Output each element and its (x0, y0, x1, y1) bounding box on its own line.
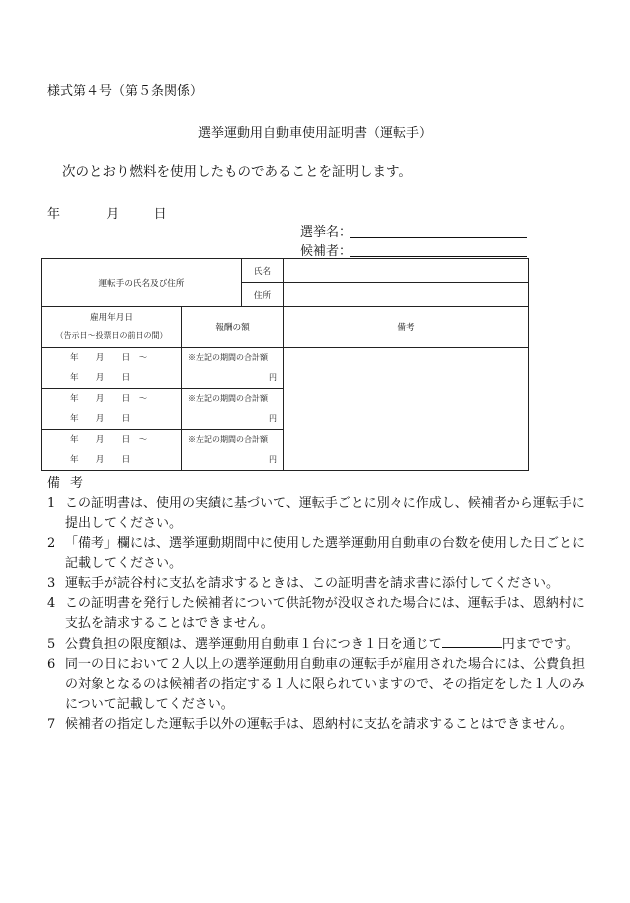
yen-unit: 円 (269, 373, 278, 382)
note-number: 6 (47, 657, 56, 672)
date-month: 月 (106, 207, 120, 222)
note-item (47, 655, 597, 715)
period-from: 年 月 日 ～ (70, 353, 148, 363)
period-header-note: （告示日～投票日の前日の間） (55, 331, 168, 340)
pay-note: ※左記の期間の合計額 (188, 435, 268, 444)
header-row (42, 307, 529, 348)
yen-unit: 円 (269, 414, 278, 423)
note-text-after: 円までです。 (501, 637, 579, 652)
address-label: 住所 (242, 283, 284, 307)
note-text: 候補者の指定した運転手以外の運転手は、恩納村に支払を請求することはできません。 (65, 717, 573, 732)
period-to: 年 月 日 (70, 455, 131, 465)
notes-heading: 備考 (47, 476, 94, 491)
note-text: 同一の日において２人以上の選挙運動用自動車の運転手が雇用された場合には、公費負担の対象となるのは候補者の指定する１人に限られていますので、その指定をした１人のみについて記載してください。 (65, 657, 586, 712)
pay-header: 報酬の額 (182, 307, 284, 348)
yen-unit: 円 (269, 455, 278, 464)
pay-cell[interactable] (182, 348, 284, 389)
note-number: 2 (47, 536, 56, 551)
period-cell[interactable] (42, 430, 182, 471)
note-text-before: 公費負担の限度額は、選挙運動用自動車１台につき１日を通じて (65, 637, 442, 652)
candidate-label: 候補者： (300, 244, 353, 259)
notes-section (47, 474, 597, 735)
period-to: 年 月 日 (70, 373, 131, 383)
pay-note: ※左記の期間の合計額 (188, 353, 268, 362)
note-number: 5 (47, 637, 56, 652)
note-item (47, 715, 597, 735)
date-day: 日 (153, 207, 167, 222)
note-item (47, 594, 597, 634)
date-year: 年 (47, 207, 61, 222)
note-item (47, 534, 597, 574)
name-label: 氏名 (242, 259, 284, 283)
note-text: 「備考」欄には、選挙運動期間中に使用した選挙運動用自動車の台数を使用した日ごとに記載してください。 (65, 536, 586, 571)
note-text: この証明書は、使用の実績に基づいて、運転手ごとに別々に作成し、候補者から運転手に提出してください。 (65, 496, 585, 531)
note-text: この証明書を発行した候補者について供託物が没収された場合には、運転手は、恩納村に支払を請求することはできません。 (65, 596, 585, 631)
intro-statement: 次のとおり燃料を使用したものであることを証明します。 (62, 164, 412, 180)
note-item (47, 494, 597, 534)
election-label: 選挙名： (300, 225, 353, 240)
note-number: 3 (47, 576, 56, 591)
remarks-header: 備考 (284, 307, 529, 348)
note-item (47, 574, 597, 594)
period-header (42, 307, 182, 348)
driver-label: 運転手の氏名及び住所 (42, 259, 242, 307)
name-input-cell[interactable] (284, 259, 529, 283)
note-item (47, 634, 597, 655)
period-cell[interactable] (42, 348, 182, 389)
note-number: 7 (47, 717, 56, 732)
address-input-cell[interactable] (284, 283, 529, 307)
period-cell[interactable] (42, 389, 182, 430)
election-name-field[interactable] (300, 221, 352, 240)
candidate-field[interactable] (300, 240, 352, 259)
note-text: 運転手が読谷村に支払を請求するときは、この証明書を請求書に添付してください。 (65, 576, 560, 591)
remarks-cell[interactable] (284, 348, 529, 471)
limit-amount-blank[interactable] (442, 634, 502, 648)
issue-date (47, 203, 167, 222)
pay-cell[interactable] (182, 430, 284, 471)
note-number: 1 (47, 496, 56, 511)
period-header-title: 雇用年月日 (90, 313, 133, 323)
period-from: 年 月 日 ～ (70, 394, 148, 404)
certificate-table (41, 258, 529, 471)
pay-cell[interactable] (182, 389, 284, 430)
period-to: 年 月 日 (70, 414, 131, 424)
document-title: 選挙運動用自動車使用証明書（運転手） (197, 126, 432, 141)
note-number: 4 (47, 596, 56, 611)
form-number: 様式第４号（第５条関係） (47, 84, 204, 99)
table-row (42, 348, 529, 389)
driver-name-row (42, 259, 529, 283)
pay-note: ※左記の期間の合計額 (188, 394, 268, 403)
period-from: 年 月 日 ～ (70, 435, 148, 445)
